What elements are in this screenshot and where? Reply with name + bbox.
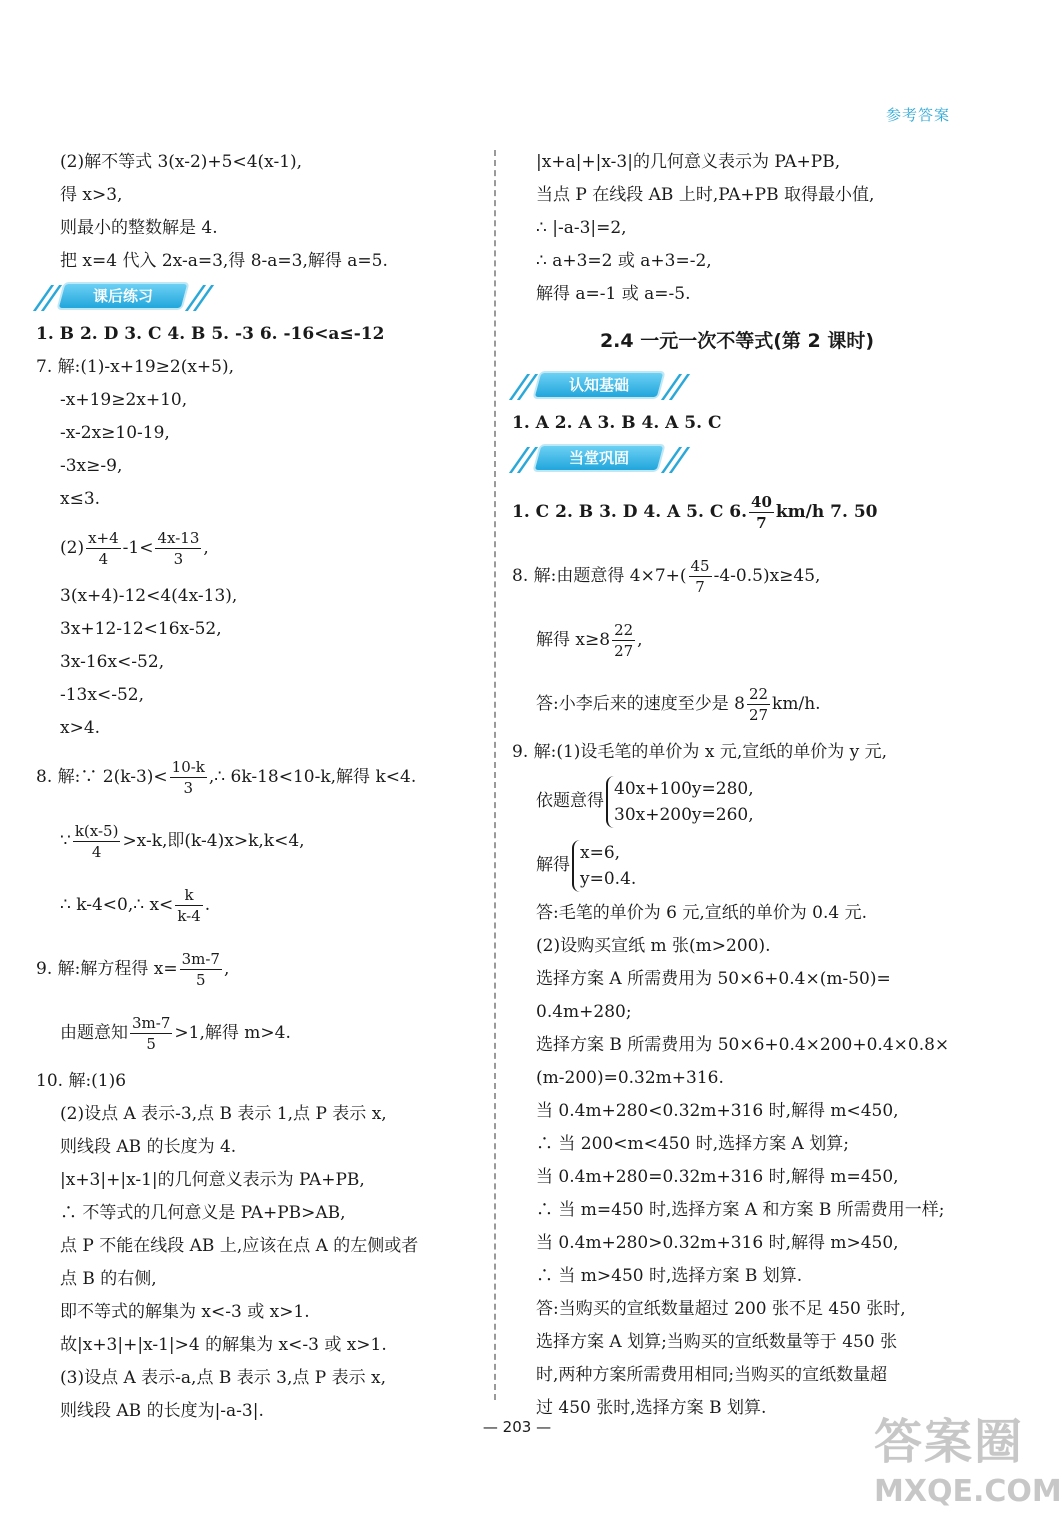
- numerator: 10-k: [171, 758, 205, 776]
- column-divider: [494, 150, 496, 1400]
- fraction: [73, 821, 121, 862]
- text-line: ∴ |-a-3|=2,: [536, 218, 627, 238]
- numerator: 45: [690, 557, 710, 575]
- question-7: 7. 解:(1)-x+19≥2(x+5),: [36, 357, 235, 377]
- equation-system: [606, 776, 754, 828]
- numerator: 40: [751, 493, 772, 511]
- text-segment: ,∴ 6k-18<10-k,解得 k<4.: [208, 767, 417, 787]
- text-segment: km/h.: [772, 694, 821, 714]
- answer-row: 1. B 2. D 3. C 4. B 5. -3 6. -16<a≤-12: [36, 324, 385, 344]
- equation: 30x+200y=260,: [614, 804, 754, 825]
- equation: 40x+100y=280,: [614, 778, 754, 799]
- text-line: ∴ 当 200<m<450 时,选择方案 A 划算;: [536, 1134, 849, 1154]
- text-line: (2)解不等式 3(x-2)+5<4(x-1),: [60, 152, 303, 172]
- fraction-line: [36, 516, 481, 580]
- text-line: 选择方案 B 所需费用为 50×6+0.4×200+0.4×0.8×: [536, 1035, 950, 1055]
- text-line: (3)设点 A 表示-a,点 B 表示 3,点 P 表示 x,: [60, 1368, 387, 1388]
- text-segment: .: [204, 895, 211, 915]
- question-8: [36, 745, 481, 809]
- text-segment: (2): [60, 538, 85, 558]
- text-line: 3(x+4)-12<4(4x-13),: [60, 586, 238, 606]
- banner-label: 当堂巩固: [568, 449, 629, 467]
- denominator: 27: [614, 642, 634, 660]
- text-line: 即不等式的解集为 x<-3 或 x>1.: [60, 1302, 310, 1322]
- equation-system-line: [512, 769, 962, 833]
- fraction: [180, 949, 222, 990]
- text-line: 0.4m+280;: [536, 1002, 632, 1022]
- denominator: 7: [695, 578, 705, 596]
- text-line: ∴ a+3=2 或 a+3=-2,: [536, 251, 712, 271]
- watermark-url: MXQE.COM: [874, 1474, 1062, 1509]
- section-banner-after-class: [36, 282, 206, 312]
- fraction: [86, 528, 121, 569]
- text-line: 3x+12-12<16x-52,: [60, 619, 222, 639]
- watermark-text: 答案圈: [874, 1414, 1025, 1470]
- section-title: 2.4 一元一次不等式(第 2 课时): [599, 330, 875, 352]
- answer-row: 1. A 2. A 3. B 4. A 5. C: [512, 413, 722, 433]
- text-line: x>4.: [60, 718, 101, 738]
- text-line: 选择方案 A 划算;当购买的宣纸数量等于 450 张: [536, 1332, 898, 1352]
- fraction: [155, 528, 201, 569]
- text-line: ∴ 不等式的几何意义是 PA+PB>AB,: [60, 1203, 346, 1223]
- text-segment: ∴ k-4<0,∴ x<: [60, 895, 174, 915]
- section-banner-basics: [512, 371, 682, 401]
- text-line: 点 P 不能在线段 AB 上,应该在点 A 的左侧或者: [60, 1236, 419, 1256]
- denominator: k-4: [177, 907, 201, 925]
- text-line: (2)设购买宣纸 m 张(m>200).: [536, 936, 771, 956]
- text-line: 3x-16x<-52,: [60, 652, 165, 672]
- watermark-logo: [874, 1410, 1062, 1530]
- text-segment: 1. C 2. B 3. D 4. A 5. C 6.: [512, 502, 748, 522]
- text-line: 把 x=4 代入 2x-a=3,得 8-a=3,解得 a=5.: [60, 251, 388, 271]
- text-segment: ∵: [60, 831, 71, 851]
- text-segment: 解得: [536, 855, 570, 875]
- right-column: [512, 146, 962, 1425]
- text-segment: -4-0.5)x≥45,: [713, 566, 821, 586]
- text-line: x≤3.: [60, 489, 101, 509]
- fraction: [612, 620, 635, 661]
- denominator: 5: [196, 971, 206, 989]
- text-line: 故|x+3|+|x-1|>4 的解集为 x<-3 或 x>1.: [60, 1335, 387, 1355]
- equation: x=6,: [580, 842, 621, 863]
- numerator: 3m-7: [181, 950, 220, 968]
- text-segment: 8. 解:∵ 2(k-3)<: [36, 767, 168, 787]
- fraction-line: [36, 1001, 481, 1065]
- text-line: 得 x>3,: [60, 185, 123, 205]
- text-line: (2)设点 A 表示-3,点 B 表示 1,点 P 表示 x,: [60, 1104, 387, 1124]
- text-line: -x+19≥2x+10,: [60, 390, 188, 410]
- text-segment: 依题意得: [536, 791, 604, 811]
- text-segment: -1<: [122, 538, 154, 558]
- numerator: 4x-13: [157, 529, 200, 547]
- numerator: x+4: [88, 529, 119, 547]
- fraction: [130, 1013, 172, 1054]
- left-column: [36, 146, 481, 1428]
- text-line: 当点 P 在线段 AB 上时,PA+PB 取得最小值,: [536, 185, 875, 205]
- text-line: 过 450 张时,选择方案 B 划算.: [536, 1398, 767, 1418]
- header-label: 参考答案: [885, 106, 950, 124]
- text-segment: >x-k,即(k-4)x>k,k<4,: [122, 831, 305, 851]
- text-line: 时,两种方案所需费用相同;当购买的宣纸数量超: [536, 1365, 888, 1385]
- fraction-line: [512, 672, 962, 736]
- numerator: 22: [748, 685, 769, 703]
- denominator: 7: [756, 514, 767, 532]
- text-line: 解得 a=-1 或 a=-5.: [536, 284, 691, 304]
- answer-row: [512, 480, 962, 544]
- numerator: 3m-7: [132, 1014, 171, 1032]
- fraction: [170, 757, 207, 798]
- text-segment: 8. 解:由题意得 4×7+(: [512, 566, 687, 586]
- text-line: 选择方案 A 所需费用为 50×6+0.4×(m-50)=: [536, 969, 891, 989]
- question-10: 10. 解:(1)6: [36, 1071, 127, 1091]
- text-line: 答:当购买的宣纸数量超过 200 张不足 450 张时,: [536, 1299, 906, 1319]
- text-line: -x-2x≥10-19,: [60, 423, 170, 443]
- text-segment: ,: [203, 538, 209, 558]
- text-segment: 由题意知: [60, 1023, 128, 1043]
- fraction-line: [36, 809, 481, 873]
- banner-label: 课后练习: [92, 287, 153, 305]
- fraction-line: [512, 608, 962, 672]
- fraction: [689, 556, 712, 597]
- denominator: 3: [173, 550, 184, 568]
- page-number: — 203 —: [482, 1418, 552, 1436]
- text-line: 则线段 AB 的长度为 4.: [60, 1137, 237, 1157]
- text-line: 则最小的整数解是 4.: [60, 218, 218, 238]
- question-9: 9. 解:(1)设毛笔的单价为 x 元,宣纸的单价为 y 元,: [512, 742, 888, 762]
- denominator: 4: [98, 550, 109, 568]
- text-line: 当 0.4m+280=0.32m+316 时,解得 m=450,: [536, 1167, 899, 1187]
- question-8: [512, 544, 962, 608]
- banner-label: 认知基础: [568, 376, 629, 394]
- text-line: |x+3|+|x-1|的几何意义表示为 PA+PB,: [60, 1170, 365, 1190]
- fraction: [175, 885, 202, 926]
- numerator: 22: [614, 621, 634, 639]
- text-segment: 9. 解:解方程得 x=: [36, 959, 178, 979]
- fraction: [747, 684, 770, 725]
- text-segment: >1,解得 m>4.: [174, 1023, 291, 1043]
- denominator: 3: [183, 779, 194, 797]
- text-line: 当 0.4m+280<0.32m+316 时,解得 m<450,: [536, 1101, 899, 1121]
- fraction-line: [36, 873, 481, 937]
- text-segment: 解得 x≥8: [536, 630, 611, 650]
- text-line: 点 B 的右侧,: [60, 1269, 157, 1289]
- text-line: ∴ 当 m>450 时,选择方案 B 划算.: [536, 1266, 803, 1286]
- equation: y=0.4.: [580, 868, 637, 889]
- text-line: (m-200)=0.32m+316.: [536, 1068, 724, 1088]
- text-line: -3x≥-9,: [60, 456, 123, 476]
- denominator: 5: [146, 1035, 156, 1053]
- equation-system: [572, 840, 636, 892]
- text-line: ∴ 当 m=450 时,选择方案 A 和方案 B 所需费用一样;: [536, 1200, 945, 1220]
- text-segment: 答:小李后来的速度至少是 8: [536, 694, 745, 714]
- fraction: [749, 492, 774, 533]
- numerator: k(x-5): [74, 822, 119, 840]
- denominator: 27: [748, 706, 769, 724]
- numerator: k: [175, 885, 202, 906]
- section-banner-consolidation: [512, 444, 682, 474]
- text-line: |x+a|+|x-3|的几何意义表示为 PA+PB,: [536, 152, 841, 172]
- text-line: 答:毛笔的单价为 6 元,宣纸的单价为 0.4 元.: [536, 903, 868, 923]
- question-9: [36, 937, 481, 1001]
- text-segment: ,: [223, 959, 230, 979]
- equation-system-line: [512, 833, 962, 897]
- text-line: -13x<-52,: [60, 685, 144, 705]
- text-segment: ,: [637, 630, 643, 650]
- denominator: 4: [91, 843, 102, 861]
- text-line: 则线段 AB 的长度为|-a-3|.: [60, 1401, 264, 1421]
- text-line: 当 0.4m+280>0.32m+316 时,解得 m>450,: [536, 1233, 899, 1253]
- text-segment: km/h 7. 50: [775, 502, 878, 522]
